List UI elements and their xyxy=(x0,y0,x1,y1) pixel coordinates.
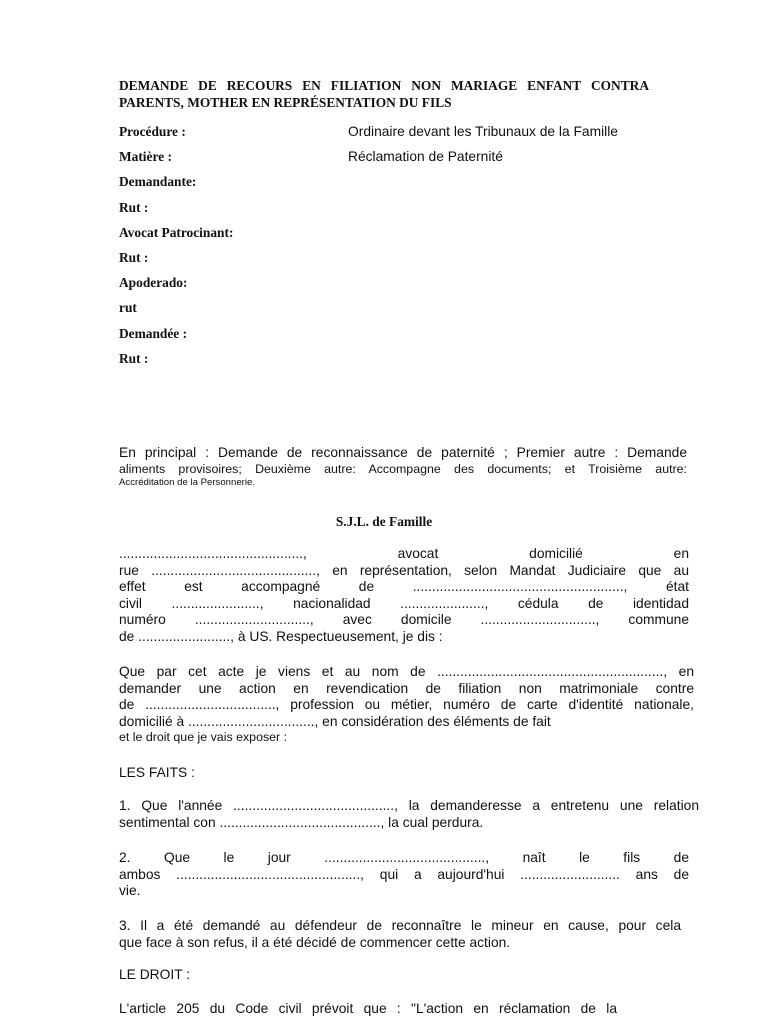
facts-heading: LES FAITS : xyxy=(119,765,195,780)
field-row-rut-avocat xyxy=(119,249,679,274)
request-line: et le droit que je vais exposer : xyxy=(119,730,288,745)
fact-line: 1. Que l'année .........................................., la demanderesse a entretenu une relation xyxy=(119,798,699,813)
intro-line: numéro .............................., avec domicile .............................., commune xyxy=(119,612,689,628)
field-label: Rut : xyxy=(119,249,149,265)
request-line: Que par cet acte je viens et au nom de ..........................................................., en xyxy=(119,664,694,679)
field-row-rut-demandante xyxy=(119,199,679,224)
request-line: de .................................., profession ou métier, numéro de carte d'identité nationale, xyxy=(119,697,694,713)
field-label: Demandante: xyxy=(119,174,197,190)
request-line: demander une action en revendication de filiation non matrimoniale contre xyxy=(119,680,694,696)
fact-line: sentimental con .........................................., la cual perdura. xyxy=(119,814,484,830)
fact-line: que face à son refus, il a été décidé de commencer cette action. xyxy=(119,934,511,950)
field-label: Rut : xyxy=(119,350,149,366)
fact-3 xyxy=(119,918,681,951)
field-row-avocat xyxy=(119,224,679,249)
law-line: L'article 205 du Code civil prévoit que : "L'action en réclamation de la xyxy=(119,1001,617,1016)
intro-line: effet est accompagné de ......................................................., état xyxy=(119,579,689,595)
document-title: DEMANDE DE RECOURS EN FILIATION NON MARIAGE ENFANT CONTRA PARENTS, MOTHER EN REPRÉSENTATION DU FILS xyxy=(119,78,649,110)
field-label: Procédure : xyxy=(119,124,186,139)
request-paragraph xyxy=(119,664,694,745)
summary-line: aliments provisoires; Deuxième autre: Accompagne des documents; et Troisième autre: xyxy=(119,461,687,476)
intro-line: de ........................, à US. Respectueusement, je dis : xyxy=(119,628,443,644)
intro-paragraph xyxy=(119,546,689,646)
field-row-matiere xyxy=(119,148,679,173)
field-label: Rut : xyxy=(119,199,149,215)
fact-2 xyxy=(119,850,689,900)
fact-line: ambos ................................................, qui a aujourd'hui .......................... ans de xyxy=(119,866,689,882)
intro-line: ................................................, avocat domicilié en xyxy=(119,546,689,561)
field-row-apoderado xyxy=(119,274,679,299)
intro-line: civil ......................., nacionalidad ......................, cédula de identidad xyxy=(119,595,689,611)
field-value: Réclamation de Paternité xyxy=(348,149,503,165)
court-heading: S.J.L. de Famille xyxy=(335,514,433,529)
case-fields xyxy=(119,123,679,375)
field-label: Demandée : xyxy=(119,325,188,341)
law-paragraph xyxy=(119,1001,617,1018)
field-label: Matière : xyxy=(119,149,172,165)
fact-line: 2. Que le jour .........................................., naît le fils de xyxy=(119,850,689,865)
summary-line: Accréditation de la Personnerie. xyxy=(119,476,255,488)
field-label: Apoderado: xyxy=(119,275,188,291)
fact-1 xyxy=(119,798,699,831)
field-row-rut-demandee xyxy=(119,350,679,375)
fact-line: 3. Il a été demandé au défendeur de reconnaître le mineur en cause, pour cela xyxy=(119,918,681,933)
field-label: Avocat Patrocinant: xyxy=(119,224,234,240)
intro-line: rue ..........................................., en représentation, selon Mandat Judiciaire que au xyxy=(119,562,689,578)
summary-line: En principal : Demande de reconnaissance de paternité ; Premier autre : Demande xyxy=(119,445,687,460)
field-row-demandee xyxy=(119,325,679,350)
field-row-rut-apoderado xyxy=(119,299,679,324)
field-row-demandante xyxy=(119,173,679,198)
law-heading: LE DROIT : xyxy=(119,967,191,982)
field-value: Ordinaire devant les Tribunaux de la Famille xyxy=(348,124,618,139)
request-line: domicilié à ................................., en considération des éléments de fait xyxy=(119,713,551,729)
fact-line: vie. xyxy=(119,883,141,899)
summary-paragraph xyxy=(119,445,687,489)
field-label: rut xyxy=(119,300,137,316)
field-row-procedure xyxy=(119,123,679,148)
